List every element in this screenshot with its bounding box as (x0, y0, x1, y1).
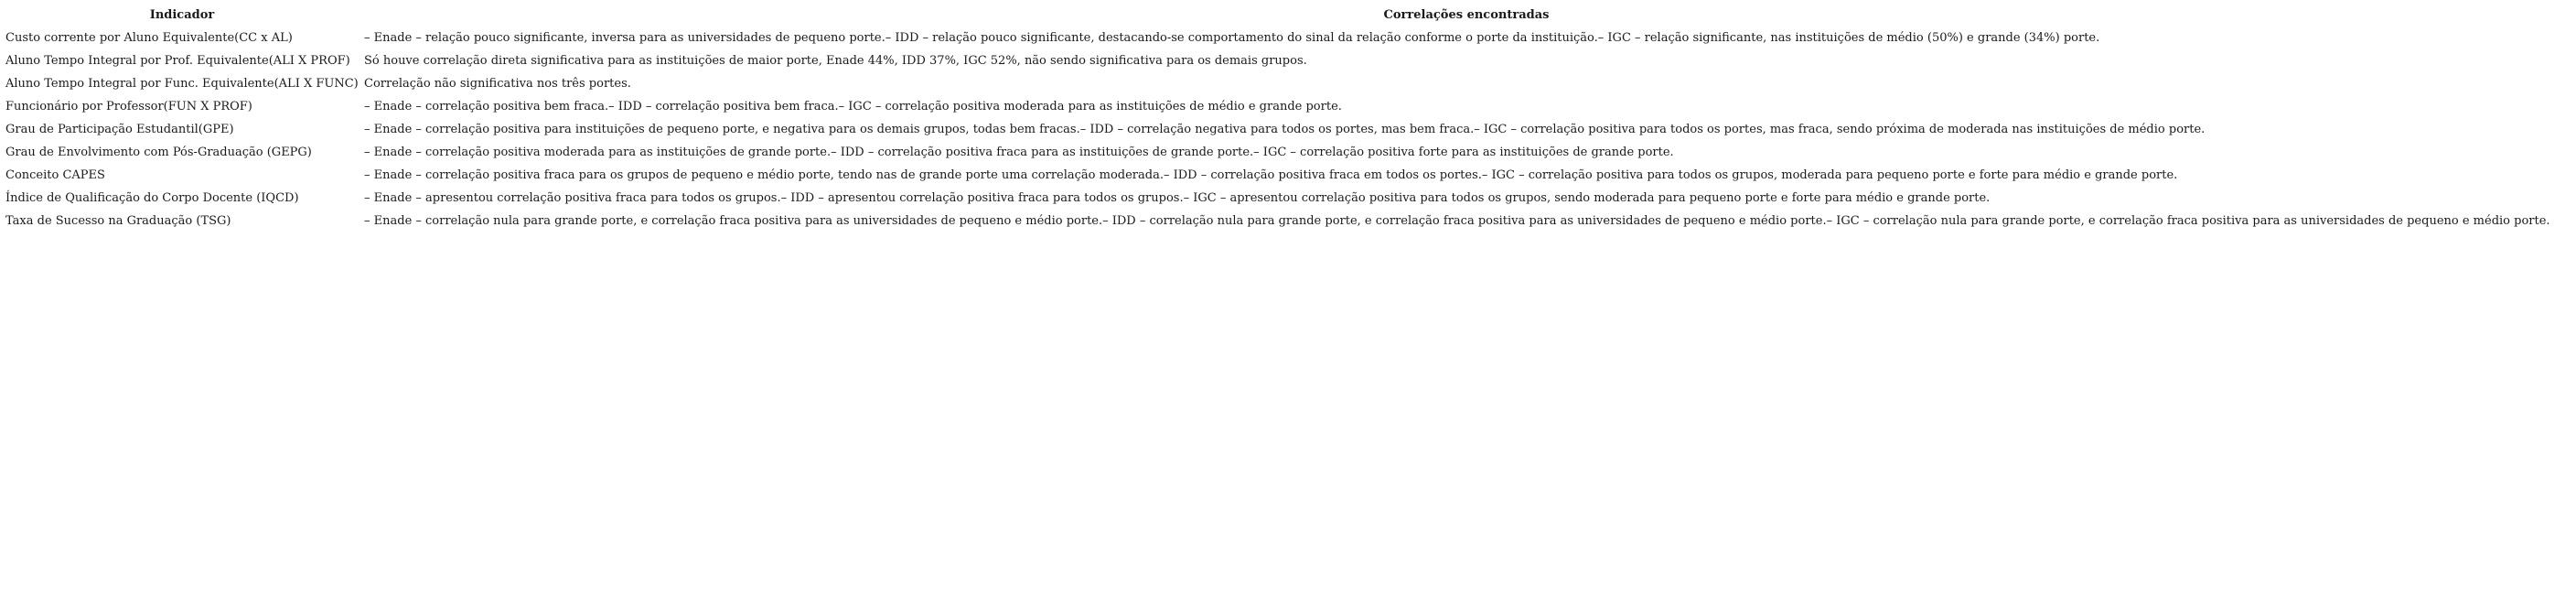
indicator-cell: Grau de Participação Estudantil(GPE) (5, 123, 234, 136)
indicator-cell: Custo corrente por Aluno Equivalente(CC x AL) (5, 31, 293, 45)
table-row (4, 165, 2572, 188)
table-header (4, 6, 2572, 27)
header-indicator: Indicador (149, 7, 215, 22)
table-body (4, 27, 2572, 233)
correlations-cell: – Enade – correlação positiva bem fraca.– IDD – correlação positiva bem fraca.– IGC – correlação positiva moderada para as instituições de médio e grande porte. (364, 100, 1342, 113)
indicator-cell: Conceito CAPES (5, 168, 105, 182)
table-row (4, 73, 2572, 96)
correlations-cell: – Enade – correlação positiva moderada para as instituições de grande porte.– IDD – correlação positiva fraca para as instituições de grande porte.– IGC – correlação positiva forte para as instituições de grande porte. (364, 146, 1674, 159)
indicator-cell: Índice de Qualificação do Corpo Docente (IQCD) (5, 191, 299, 205)
correlations-cell: Correlação não significativa nos três portes. (364, 77, 631, 91)
table-row (4, 188, 2572, 211)
table-row (4, 119, 2572, 142)
indicator-cell: Aluno Tempo Integral por Func. Equivalente(ALI X FUNC) (5, 77, 359, 91)
correlations-cell: Só houve correlação direta significativa para as instituições de maior porte, Enade 44%, IDD 37%, IGC 52%, não sendo significativa para os demais grupos. (364, 54, 1307, 68)
correlations-cell: – Enade – correlação positiva para instituições de pequeno porte, e negativa para os demais grupos, todas bem fracas.– IDD – correlação negativa para todos os portes, mas bem fraca.– IGC – correlação positiva para todos os portes, mas fraca, sendo próxima de moderada nas instituições de médio porte. (364, 123, 2206, 136)
table-row (4, 27, 2572, 50)
correlations-table (4, 6, 2572, 233)
indicator-cell: Grau de Envolvimento com Pós-Graduação (GEPG) (5, 146, 312, 159)
indicator-cell: Funcionário por Professor(FUN X PROF) (5, 100, 252, 113)
correlations-cell: – Enade – correlação positiva fraca para os grupos de pequeno e médio porte, tendo nas de grande porte uma correlação moderada.– IDD – correlação positiva fraca em todos os portes.– IGC – correlação positiva para todos os grupos, moderada para pequeno porte e forte para médio e grande porte. (364, 168, 2178, 182)
indicator-cell: Aluno Tempo Integral por Prof. Equivalente(ALI X PROF) (5, 54, 350, 68)
correlations-cell: – Enade – apresentou correlação positiva fraca para todos os grupos.– IDD – apresentou correlação positiva fraca para todos os grupos.– IGC – apresentou correlação positiva para todos os grupos, sendo moderada para pequeno porte e forte para médio e grande porte. (364, 191, 1991, 205)
correlations-cell: – Enade – relação pouco significante, inversa para as universidades de pequeno porte.– IDD – relação pouco significante, destacando-se comportamento do sinal da relação conforme o porte da instituição.– IGC – relação significante, nas instituições de médio (50%) e grande (34%) porte. (364, 31, 2100, 45)
header-correlations: Correlações encontradas (1383, 7, 1550, 22)
document (4, 6, 2572, 233)
table-row (4, 211, 2572, 233)
table-row (4, 142, 2572, 165)
header-row (4, 6, 2572, 27)
table-row (4, 96, 2572, 119)
table-row (4, 50, 2572, 73)
indicator-cell: Taxa de Sucesso na Graduação (TSG) (5, 214, 231, 228)
correlations-cell: – Enade – correlação nula para grande porte, e correlação fraca positiva para as universidades de pequeno e médio porte.– IDD – correlação nula para grande porte, e correlação fraca positiva para as universidades de pequeno e médio porte.– IGC – correlação nula para grande porte, e correlação fraca positiva para as universidades de pequeno e médio porte. (364, 214, 2550, 228)
